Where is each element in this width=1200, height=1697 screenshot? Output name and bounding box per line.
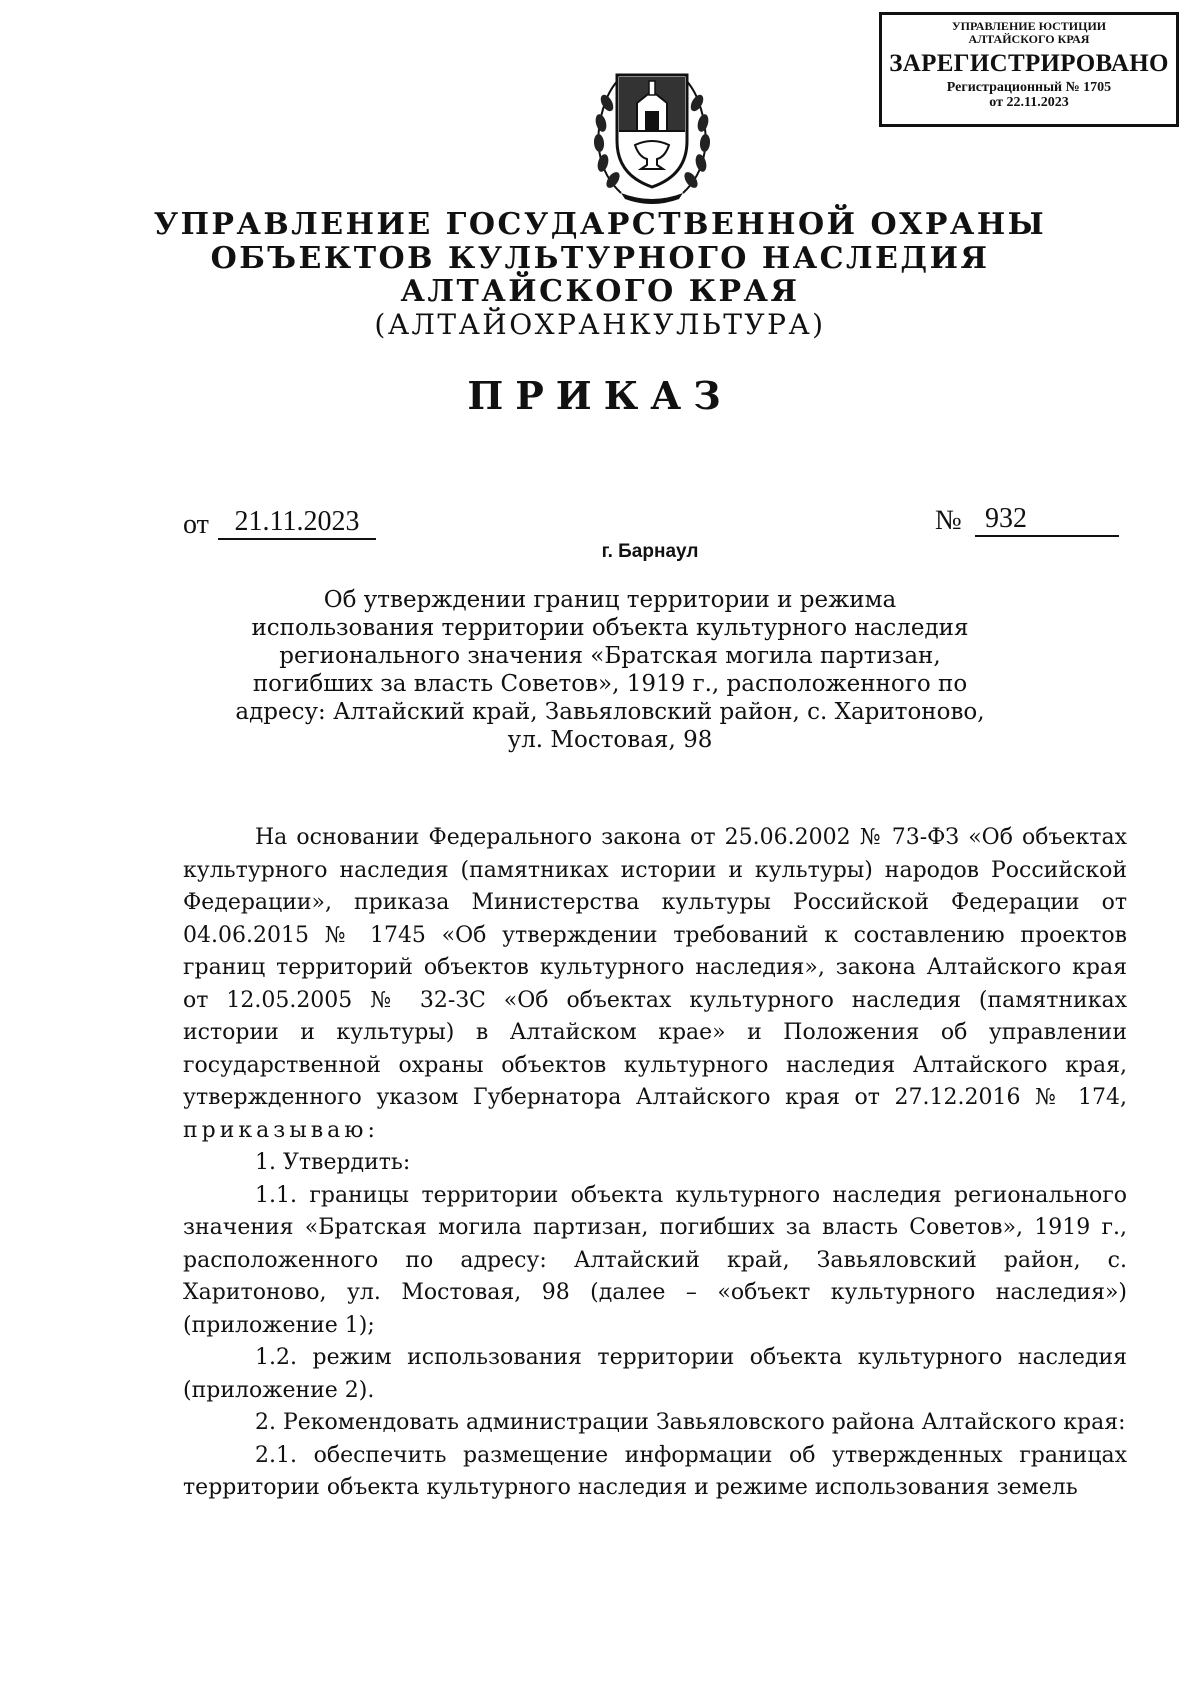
item-2: 2. Рекомендовать администрации Завьяловского района Алтайского края: [255,1410,1126,1435]
city: г. Барнаул [601,541,699,562]
document-type-title: ПРИКАЗ [467,373,733,418]
preamble-text: На основании Федерального закона от 25.06.2002 № 73-ФЗ «Об объектах культурного наследия (памятниках истории и культуры) народов Российской Федерации», приказа Министерства культуры Российской Федерации от 04.06.2015 № 1745 «Об утверждении требований к составлению проектов границ территорий объектов культурного наследия», закона Алтайского края от 12.05.2005 № 32-ЗС «Об объектах культурного наследия (памятниках истории и культуры) в Алтайском крае» и Положения об управлении государственной охраны объектов культурного наследия Алтайского края, утвержденного указом Губернатора Алтайского края от 27.12.2016 № 174, [183,825,1127,1110]
date-prefix: от [183,509,209,540]
coat-of-arms-icon [591,53,713,205]
org-name-line3: АЛТАЙСКОГО КРАЯ [400,274,800,309]
stamp-reg-number: Регистрационный № 1705 [946,80,1112,95]
item-2-1: 2.1. обеспечить размещение информации об утвержденных границах территории объекта культурного наследия и режиме использования земель [183,1442,1127,1500]
org-name-line1: УПРАВЛЕНИЕ ГОСУДАРСТВЕННОЙ ОХРАНЫ [153,207,1047,242]
item-1-1: 1.1. границы территории объекта культурного наследия регионального значения «Братская могила партизан, погибших за власть Советов», 1919 г., расположенного по адресу: Алтайский край, Завьяловский район, с. Харитоново, ул. Мостовая, 98 (далее – «объект культурного наследия») (приложение 1); [183,1182,1127,1338]
preamble-paragraph [183,822,1127,1147]
order-number: 932 [975,503,1119,537]
registration-stamp [879,12,1179,127]
org-short-name: (АЛТАЙОХРАНКУЛЬТУРА) [374,308,826,341]
stamp-authority-line1: УПРАВЛЕНИЕ ЮСТИЦИИ [951,19,1107,33]
order-subject: Об утверждении границ территории и режима использования территории объекта культурного наследия регионального значения «Братская могила партизан, погибших за власть Советов», 1919 г., расположенного по адресу: Алтайский край, Завьяловский район, с. Харитоново, ул. Мостовая, 98 [235,587,985,753]
org-name-line2: ОБЪЕКТОВ КУЛЬТУРНОГО НАСЛЕДИЯ [210,241,990,276]
stamp-status: ЗАРЕГИСТРИРОВАНО [889,50,1169,77]
item-1-2: 1.2. режим использования территории объекта культурного наследия (приложение 2). [183,1345,1127,1403]
number-prefix: № [935,505,962,536]
order-word: приказываю: [183,1117,379,1143]
item-1: 1. Утвердить: [255,1150,411,1175]
stamp-reg-date: от 22.11.2023 [989,95,1069,110]
stamp-authority-line2: АЛТАЙСКОГО КРАЯ [968,32,1090,46]
order-date: 21.11.2023 [218,506,376,540]
order-body [183,822,1127,1505]
